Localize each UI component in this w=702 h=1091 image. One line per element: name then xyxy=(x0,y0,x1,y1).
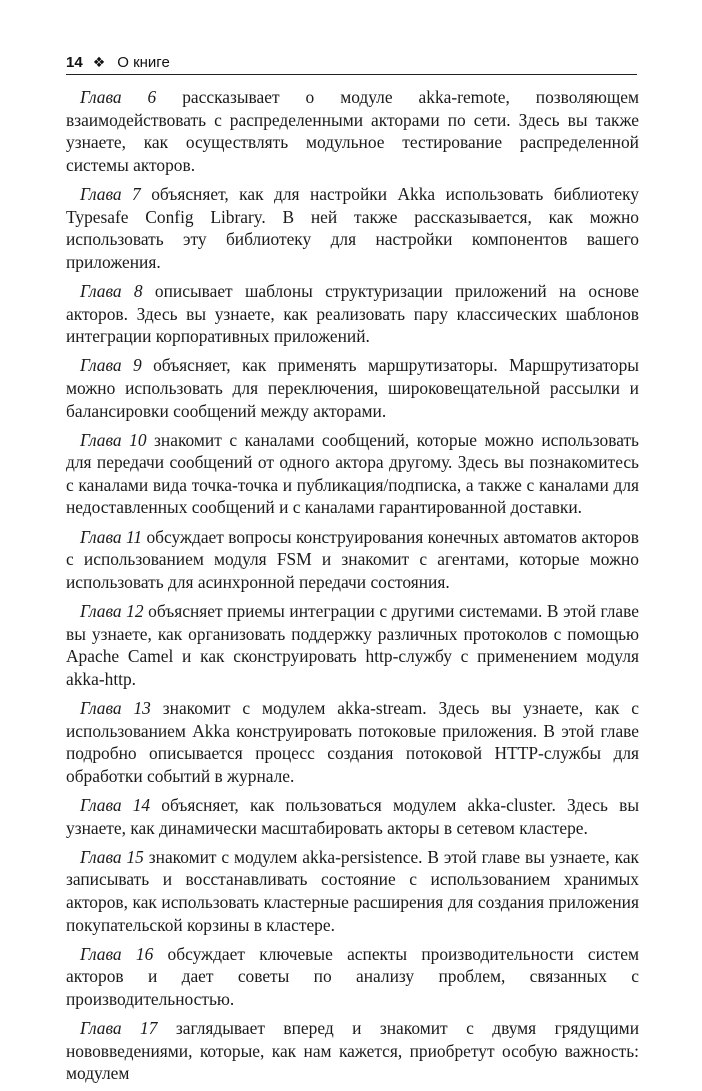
chapter-paragraph xyxy=(66,354,639,422)
paragraph-text: знакомит с каналами сообщений, которые можно использовать для передачи сообщений от одного актора другому. Здесь вы познакомитесь с каналами вида точка-точка и публикация/подписка, а также с каналами для недоставленных сообщений и с каналами гарантированной доставки. xyxy=(66,429,639,518)
chapter-label: Глава 9 xyxy=(80,355,142,376)
chapter-paragraph xyxy=(66,1017,639,1085)
chapter-label: Глава 17 xyxy=(80,1018,158,1039)
chapter-label: Глава 13 xyxy=(80,698,151,718)
chapter-label: Глава 11 xyxy=(80,526,143,547)
chapter-paragraph xyxy=(66,600,639,690)
paragraph-text: знакомит с модулем akka-persistence. В этой главе вы узнаете, как записывать и восстанавливать состояние с использованием хранимых акторов, как использовать кластерные расширения для создания приложения покупательской корзины в кластере. xyxy=(66,846,639,935)
chapter-label: Глава 15 xyxy=(80,846,144,867)
chapter-paragraph xyxy=(66,183,639,273)
page-number: 14 xyxy=(66,54,83,71)
paragraph-text: знакомит с модулем akka-stream. Здесь вы узнаете, как с использованием Akka конструировать потоковые приложения. В этой главе подробно описывается процесс создания потоковой HTTP-службы для обработки событий в журнале. xyxy=(66,698,639,786)
paragraph-text: рассказывает о модуле akka-remote, позволяющем взаимодействовать с распределенными акторами по сети. Здесь вы также узнаете, как осуществлять модульное тестирование распределенной системы акторов. xyxy=(66,87,639,175)
page-body xyxy=(66,86,639,1091)
chapter-label: Глава 7 xyxy=(80,183,141,204)
paragraph-text: объясняет, как для настройки Akka использовать библиотеку Typesafe Config Library. В ней также рассказывается, как можно использовать эту библиотеку для настройки компонентов вашего приложения. xyxy=(66,183,639,272)
chapter-label: Глава 10 xyxy=(80,429,147,450)
chapter-paragraph xyxy=(66,697,639,787)
chapter-paragraph xyxy=(66,794,639,839)
ornament-icon: ❖ xyxy=(92,54,106,70)
paragraph-text: заглядывает вперед и знакомит с двумя грядущими нововведениями, которые, как нам кажется, приобретут особую важность: модулем xyxy=(66,1018,639,1084)
paragraph-text: объясняет, как применять маршрутизаторы. Маршрутизаторы можно использовать для переключения, широковещательной рассылки и балансировки сообщений между акторами. xyxy=(66,355,639,421)
paragraph-text: объясняет, как пользоваться модулем akka-cluster. Здесь вы узнаете, как динамически масштабировать акторы в сетевом кластере. xyxy=(66,794,639,838)
paragraph-text: обсуждает ключевые аспекты производительности систем акторов и дает советы по анализу проблем, связанных с производительностью. xyxy=(66,943,639,1009)
chapter-label: Глава 12 xyxy=(80,601,144,622)
chapter-paragraph xyxy=(66,943,639,1011)
chapter-paragraph xyxy=(66,846,639,936)
chapter-label: Глава 16 xyxy=(80,943,154,964)
page-header xyxy=(66,49,637,75)
chapter-paragraph xyxy=(66,526,639,594)
chapter-label: Глава 14 xyxy=(80,794,151,815)
chapter-paragraph xyxy=(66,280,639,348)
chapter-paragraph xyxy=(66,86,639,176)
chapter-label: Глава 6 xyxy=(80,87,157,107)
paragraph-text: объясняет приемы интеграции с другими системами. В этой главе вы узнаете, как организовать поддержку различных протоколов с помощью Apache Camel и как сконструировать http-службу с применением модуля akka-http. xyxy=(66,601,639,689)
paragraph-text: обсуждает вопросы конструирования конечных автоматов акторов с использованием модуля FSM и знакомит с агентами, которые можно использовать для асинхронной передачи состояния. xyxy=(66,526,639,592)
chapter-paragraph xyxy=(66,429,639,519)
section-title: О книге xyxy=(117,54,170,71)
chapter-label: Глава 8 xyxy=(80,280,143,301)
paragraph-text: описывает шаблоны структуризации приложений на основе акторов. Здесь вы узнаете, как реализовать пару классических шаблонов интеграции корпоративных приложений. xyxy=(66,280,639,347)
